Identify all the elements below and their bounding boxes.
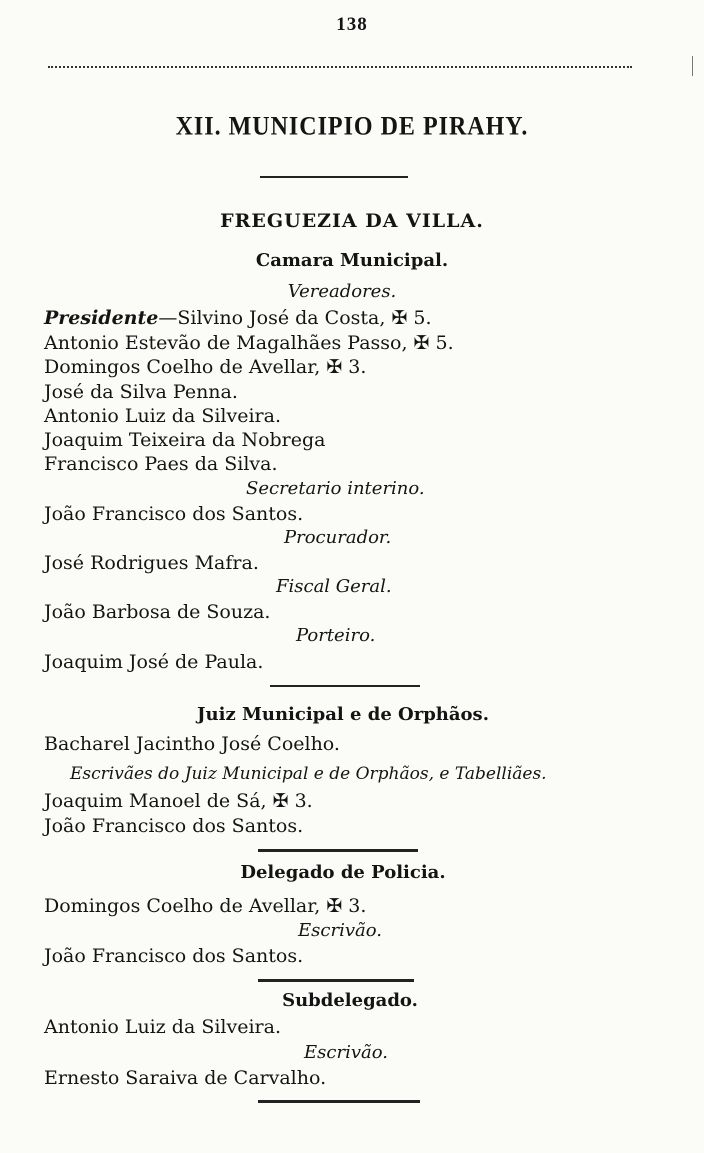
procurador-name: José Rodrigues Mafra. [44,552,259,574]
delegado-heading: Delegado de Policia. [240,862,446,883]
member-line: Joaquim Teixeira da Nobrega [44,429,326,451]
juiz-heading: Juiz Municipal e de Orphãos. [197,704,489,725]
president-line [44,306,684,330]
divider [258,979,414,982]
fiscal-label: Fiscal Geral. [276,576,392,597]
header-rule [48,66,632,68]
page-number: 138 [336,14,368,35]
margin-mark [692,56,693,76]
member-line: Domingos Coelho de Avellar, ✠ 3. [44,356,367,378]
parish-title: FREGUEZIA DA VILLA. [220,210,484,232]
vereadores-label: Vereadores. [287,281,397,302]
fiscal-name: João Barbosa de Souza. [44,601,271,623]
escrivao-line: João Francisco dos Santos. [44,815,304,837]
chapter-title: XII. MUNICIPIO DE PIRAHY. [175,112,529,142]
subdelegado-escrivao-name: Ernesto Saraiva de Carvalho. [44,1067,327,1089]
porteiro-name: Joaquim José de Paula. [44,651,264,673]
juiz-name: Bacharel Jacintho José Coelho. [44,733,340,755]
camara-heading: Camara Municipal. [255,250,449,271]
delegado-escrivao-name: João Francisco dos Santos. [44,945,304,967]
divider [270,685,420,687]
subdelegado-name: Antonio Luiz da Silveira. [44,1016,282,1038]
divider [258,1100,420,1103]
procurador-label: Procurador. [284,527,392,548]
escrivao-line: Joaquim Manoel de Sá, ✠ 3. [44,790,313,812]
divider [260,176,408,178]
member-line: Antonio Luiz da Silveira. [44,405,282,427]
subdelegado-heading: Subdelegado. [282,990,418,1011]
secretario-name: João Francisco dos Santos. [44,503,304,525]
delegado-escrivao-label: Escrivão. [298,920,382,941]
subdelegado-escrivao-label: Escrivão. [304,1042,388,1063]
member-line: José da Silva Penna. [44,381,238,403]
president-label: Presidente [44,307,159,329]
president-name: —Silvino José da Costa, ✠ 5. [158,307,432,329]
secretario-label: Secretario interino. [246,478,425,499]
member-line: Francisco Paes da Silva. [44,453,278,475]
escrivaes-label: Escrivães do Juiz Municipal e de Orphãos, e Tabelliães. [70,764,547,784]
divider [258,849,418,852]
porteiro-label: Porteiro. [296,625,376,646]
member-line: Antonio Estevão de Magalhães Passo, ✠ 5. [44,332,454,354]
delegado-name: Domingos Coelho de Avellar, ✠ 3. [44,895,367,917]
